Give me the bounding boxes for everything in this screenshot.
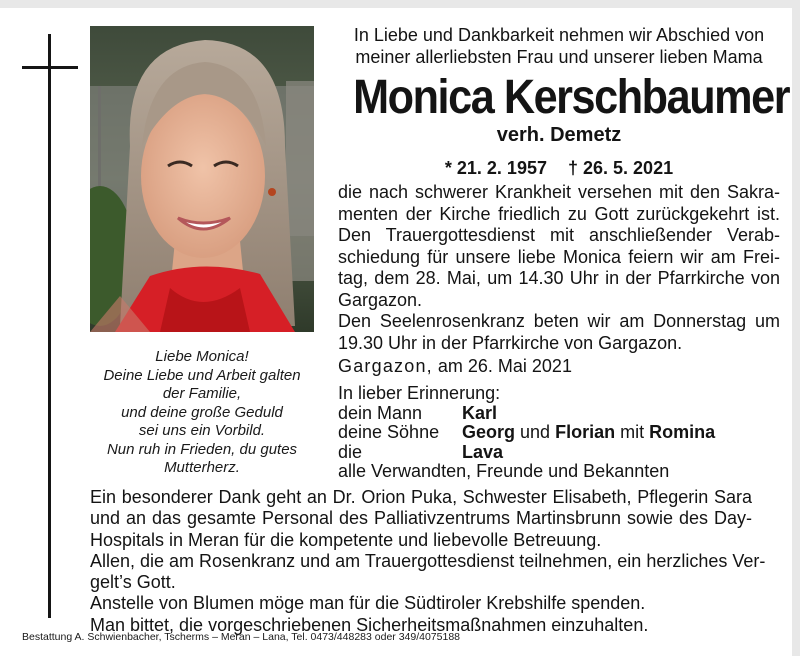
mourner-name: Karl <box>462 402 498 423</box>
relation-label: deine Söhne <box>338 422 440 442</box>
place-date <box>338 355 572 377</box>
poem-line: Mutterherz. <box>164 459 240 476</box>
mourner-row <box>338 443 780 463</box>
intro-line: In Liebe und Dankbarkeit nehmen wir Abschied von <box>353 25 765 45</box>
thanks-line: Ein besonderer Dank geht an Dr. Orion Puka, Schwester Elisabeth, Pflegerin Sara <box>90 487 752 507</box>
cross-vertical-bar <box>48 34 51 618</box>
thanks-line: Man bittet, die vorgeschriebenen Sicherheitsmaßnahmen einzuhalten. <box>90 614 649 635</box>
cross-horizontal-bar <box>22 66 78 69</box>
announcement-body <box>338 182 780 354</box>
body-line: die nach schwerer Krankheit versehen mit den Sakra- <box>338 182 780 202</box>
body-line: Den Seelenrosenkranz beten wir am Donnerstag um <box>338 311 780 331</box>
poem-line: der Familie, <box>162 385 242 402</box>
top-border <box>0 0 800 8</box>
mourner-name: Georg <box>462 422 516 442</box>
mourner-row <box>338 462 780 482</box>
place: Gargazon, <box>338 356 433 376</box>
poem-line: sei uns ein Vorbild. <box>138 422 266 439</box>
body-line: Gargazon. <box>338 289 423 310</box>
relation-label: die <box>338 441 363 462</box>
thanks-line: und an das gesamte Personal des Palliativzentrums Martinsbrunn sowie des Day- <box>90 508 752 529</box>
mourner-name: Lava <box>462 441 504 462</box>
mourner-row <box>338 423 780 443</box>
portrait-illustration <box>90 26 314 332</box>
poem-line: Liebe Monica! <box>155 348 249 365</box>
portrait-photo <box>90 26 314 332</box>
thanks-line: gelt’s Gott. <box>90 572 176 593</box>
body-line: 19.30 Uhr in der Pfarrkirche von Gargazon. <box>338 332 683 353</box>
conjunction: und <box>520 422 551 442</box>
mourner-name: Romina <box>649 422 716 442</box>
thanks-line: Anstelle von Blumen möge man für die Südtiroler Krebshilfe spenden. <box>90 593 646 614</box>
thanks-line: Hospitals in Meran für die kompetente und liebevolle Betreuung. <box>90 529 602 550</box>
date: am 26. Mai 2021 <box>437 356 572 376</box>
memory-heading <box>338 384 780 404</box>
memory-heading-text: In lieber Erinnerung: <box>338 383 501 403</box>
mourner-names <box>462 423 715 443</box>
death-date: † 26. 5. 2021 <box>568 158 674 178</box>
mourner-row <box>338 404 780 424</box>
mourners-list <box>338 384 780 482</box>
poem-line: und deine große Geduld <box>121 403 283 421</box>
thanks-section <box>90 487 766 636</box>
body-line: schiedung für unsere liebe Monica feiern wir am Frei- <box>338 246 780 267</box>
relatives-text: alle Verwandten, Freunde und Bekannten <box>338 461 670 481</box>
conjunction: mit <box>620 422 645 442</box>
right-border <box>792 0 800 656</box>
poem <box>90 348 314 478</box>
thanks-line: Allen, die am Rosenkranz und am Trauergottesdienst teilnehmen, ein herzliches Ver- <box>90 550 766 571</box>
mourner-name: Florian <box>555 422 616 442</box>
body-line: Den Trauergottesdienst mit anschließender Verab- <box>338 225 780 245</box>
life-dates <box>338 156 780 180</box>
birth-date: * 21. 2. 1957 <box>444 158 547 178</box>
poem-line: Deine Liebe und Arbeit galten <box>103 366 301 384</box>
relation-label: dein Mann <box>338 402 423 423</box>
intro-line: meiner allerliebsten Frau und unserer lieben Mama <box>355 47 763 67</box>
married-name: verh. Demetz <box>496 124 622 146</box>
poem-line: Nun ruh in Frieden, du gutes <box>106 440 298 458</box>
body-line: menten der Kirche friedlich zu Gott zurückgekehrt ist. <box>338 203 780 224</box>
deceased-name: Monica Kerschbaumer <box>353 71 790 124</box>
body-line: tag, dem 28. Mai, um 14.30 Uhr in der Pfarrkirche von <box>338 268 780 288</box>
funeral-home-footer: Bestattung A. Schwienbacher, Tscherms – Meran – Lana, Tel. 0473/448283 oder 349/4075188 <box>22 631 461 643</box>
intro-text <box>338 24 780 68</box>
